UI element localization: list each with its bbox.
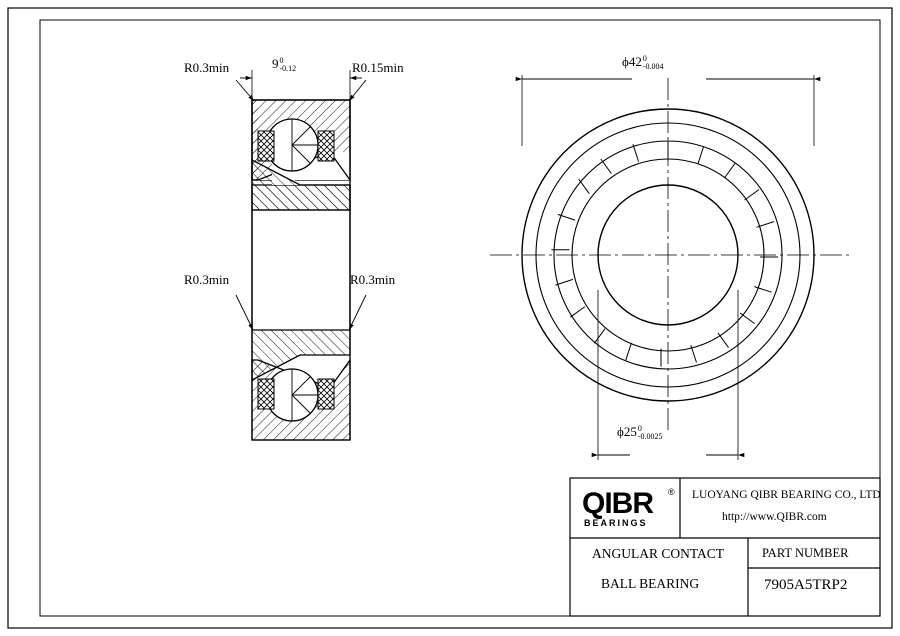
dimension-id-tol-lower: -0.0025 <box>637 432 663 442</box>
dimension-width-tol-lower: -0.12 <box>279 64 297 74</box>
dimension-width <box>272 56 296 73</box>
annotation-r015min-top-right: R0.15min <box>352 60 404 75</box>
dimension-od-nominal: 42 <box>628 54 642 69</box>
company-website: http://www.QIBR.com <box>722 511 827 523</box>
dimension-od-tol-lower: -0.004 <box>642 62 664 72</box>
brand-logo <box>582 487 653 521</box>
company-name: LUOYANG QIBR BEARING CO., LTD <box>692 489 881 501</box>
product-name-line2: BALL BEARING <box>601 576 700 591</box>
product-name-line1: ANGULAR CONTACT <box>592 546 725 561</box>
annotation-r03min-top-left: R0.3min <box>184 60 230 75</box>
dimension-id-tol-upper: 0 <box>637 423 642 433</box>
section-view <box>236 70 366 440</box>
dimension-od-tol-upper: 0 <box>642 53 647 63</box>
diameter-symbol-od: ϕ <box>622 54 629 69</box>
annotation-r03min-bottom-right: R0.3min <box>350 272 396 287</box>
brand-registered-mark: ® <box>668 487 675 497</box>
dimension-width-tol-upper: 0 <box>279 55 284 65</box>
brand-sub-text: BEARINGS <box>584 518 648 528</box>
front-view <box>490 75 850 460</box>
diameter-symbol-id: ϕ <box>617 424 624 439</box>
dimension-id-nominal: 25 <box>623 424 637 439</box>
dimension-outer-diameter <box>622 54 664 71</box>
section-bore-lines <box>252 210 350 330</box>
annotation-r03min-bottom-left: R0.3min <box>184 272 230 287</box>
dimension-width-nominal: 9 <box>272 56 279 71</box>
sheet-border <box>8 8 892 628</box>
part-number-value: 7905A5TRP2 <box>764 577 848 593</box>
width-dimension <box>240 70 362 100</box>
brand-logo-text: QIBR <box>582 487 653 520</box>
part-number-label: PART NUMBER <box>762 546 849 560</box>
dimension-inner-diameter <box>617 424 663 441</box>
